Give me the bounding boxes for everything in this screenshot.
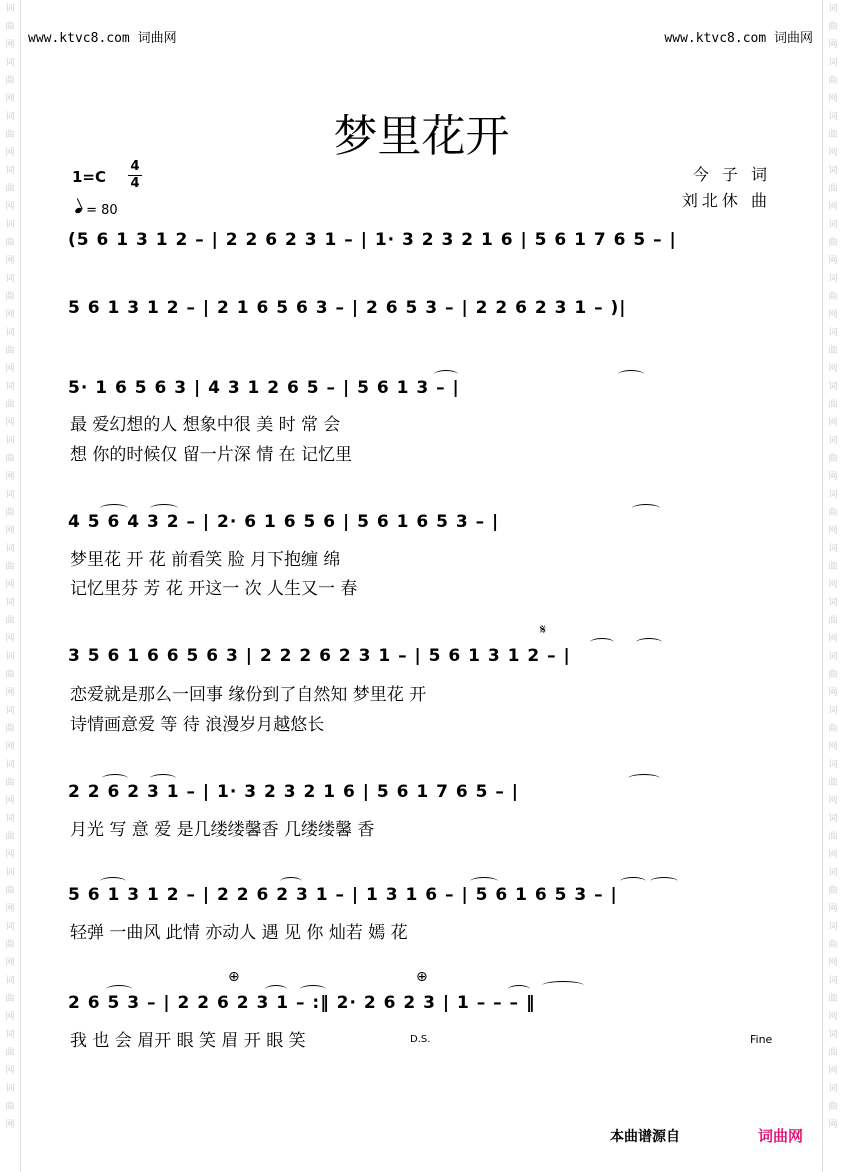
watermark-char: 词 <box>5 544 15 554</box>
watermark-char: 网 <box>828 256 838 266</box>
watermark-char: 网 <box>828 850 838 860</box>
watermark-char: 网 <box>828 634 838 644</box>
slur <box>265 985 287 994</box>
watermark-char: 曲 <box>828 130 838 140</box>
watermark-char: 曲 <box>5 994 15 1004</box>
lyric-row-5a: 恋爱就是那么一回事 缘份到了自然知 梦里花 开 <box>70 685 427 705</box>
watermark-char: 网 <box>5 94 15 104</box>
watermark-char: 曲 <box>5 238 15 248</box>
slur <box>542 981 584 990</box>
watermark-char: 词 <box>828 328 838 338</box>
watermark-char: 曲 <box>5 832 15 842</box>
header-link-left[interactable]: www.ktvc8.com 词曲网 <box>28 31 177 46</box>
composer-credit: 刘北休 曲 <box>681 191 771 210</box>
music-row-4: 4 5 6 4 3 2 – | 2· 6 1 6 5 6 | 5 6 1 6 5 3 – | <box>68 512 500 532</box>
fine-marker: Fine <box>750 1033 773 1046</box>
lyric-row-4a: 梦里花 开 花 前看笑 脸 月下抱缠 绵 <box>70 550 341 570</box>
watermark-char: 曲 <box>5 616 15 626</box>
watermark-char: 词 <box>828 112 838 122</box>
lyricist-credit: 今 子 词 <box>692 165 771 184</box>
watermark-char: 网 <box>828 580 838 590</box>
slur <box>106 985 132 994</box>
watermark-char: 词 <box>5 760 15 770</box>
watermark-char: 词 <box>828 382 838 392</box>
watermark-char: 曲 <box>5 292 15 302</box>
watermark-char: 曲 <box>828 238 838 248</box>
watermark-char: 曲 <box>5 508 15 518</box>
watermark-char: 曲 <box>828 346 838 356</box>
watermark-char: 网 <box>5 742 15 752</box>
watermark-char: 曲 <box>5 400 15 410</box>
watermark-char: 曲 <box>5 454 15 464</box>
slur <box>628 774 660 783</box>
watermark-char: 曲 <box>828 994 838 1004</box>
watermark-char: 词 <box>828 598 838 608</box>
watermark-char: 曲 <box>828 616 838 626</box>
watermark-char: 曲 <box>828 76 838 86</box>
watermark-char: 曲 <box>828 1102 838 1112</box>
brand-logo[interactable]: 词曲网 <box>758 1127 804 1145</box>
watermark-char: 曲 <box>5 940 15 950</box>
watermark-char: 词 <box>828 436 838 446</box>
slur <box>434 370 458 379</box>
watermark-char: 曲 <box>828 454 838 464</box>
music-row-5: 3 5 6 1 6 6 5 6 3 | 2 2 2 6 2 3 1 – | 5 6 1 3 1 2 – | <box>68 646 571 666</box>
lyric-row-7a: 轻弹 一曲风 此情 亦动人 遇 见 你 灿若 嫣 花 <box>70 923 408 943</box>
watermark-char: 曲 <box>828 22 838 32</box>
watermark-char: 曲 <box>5 184 15 194</box>
slur <box>508 985 530 994</box>
watermark-char: 网 <box>5 256 15 266</box>
quarter-note-icon <box>74 207 82 214</box>
watermark-char: 词 <box>5 1084 15 1094</box>
watermark-char: 词 <box>828 652 838 662</box>
coda-icon: ⊕ <box>228 969 240 985</box>
slur <box>636 638 662 647</box>
music-row-6: 2 2 6 2 3 1 – | 1· 3 2 3 2 1 6 | 5 6 1 7 6 5 – | <box>68 782 519 802</box>
time-bottom: 4 <box>130 176 140 191</box>
watermark-char: 词 <box>828 490 838 500</box>
watermark-char: 网 <box>5 472 15 482</box>
watermark-char: 网 <box>5 634 15 644</box>
watermark-char: 网 <box>5 796 15 806</box>
watermark-char: 网 <box>828 40 838 50</box>
slur <box>100 504 128 513</box>
slur <box>632 504 660 513</box>
song-title: 梦里花开 <box>333 111 510 162</box>
watermark-char: 曲 <box>5 724 15 734</box>
watermark-char: 网 <box>5 526 15 536</box>
watermark-char: 曲 <box>5 76 15 86</box>
watermark-char: 词 <box>5 1030 15 1040</box>
watermark-char: 词 <box>828 706 838 716</box>
watermark-char: 词 <box>828 868 838 878</box>
watermark-char: 词 <box>5 922 15 932</box>
watermark-char: 网 <box>828 472 838 482</box>
watermark-char: 词 <box>828 220 838 230</box>
segno-icon: 𝄋 <box>540 622 547 638</box>
watermark-char: 网 <box>828 1120 838 1130</box>
slur <box>150 504 178 513</box>
watermark-char: 词 <box>5 436 15 446</box>
watermark-char: 词 <box>828 4 838 14</box>
watermark-char: 网 <box>828 1012 838 1022</box>
lyric-row-3b: 想 你的时候仅 留一片深 情 在 记忆里 <box>70 445 353 465</box>
watermark-char: 曲 <box>828 886 838 896</box>
watermark-char: 网 <box>828 526 838 536</box>
slur <box>620 877 646 886</box>
lyric-row-8a: 我 也 会 眉开 眼 笑 眉 开 眼 笑 <box>70 1031 306 1051</box>
watermark-char: 网 <box>5 1066 15 1076</box>
watermark-char: 词 <box>828 922 838 932</box>
tempo-marking <box>75 203 118 218</box>
watermark-char: 曲 <box>5 562 15 572</box>
watermark-char: 网 <box>5 202 15 212</box>
watermark-char: 曲 <box>5 1048 15 1058</box>
watermark-char: 词 <box>5 112 15 122</box>
watermark-char: 词 <box>5 382 15 392</box>
watermark-char: 词 <box>828 976 838 986</box>
slur <box>100 877 126 886</box>
tempo-value: = 80 <box>86 203 118 218</box>
watermark-char: 网 <box>828 688 838 698</box>
watermark-char: 网 <box>5 364 15 374</box>
watermark-char: 网 <box>828 1066 838 1076</box>
right-watermark-strip <box>822 0 843 1172</box>
watermark-char: 网 <box>5 148 15 158</box>
watermark-char: 词 <box>5 4 15 14</box>
watermark-char: 词 <box>5 598 15 608</box>
watermark-char: 曲 <box>828 670 838 680</box>
watermark-char: 曲 <box>828 778 838 788</box>
watermark-char: 曲 <box>828 562 838 572</box>
watermark-char: 曲 <box>5 1102 15 1112</box>
watermark-char: 曲 <box>828 1048 838 1058</box>
coda-icon-2: ⊕ <box>416 969 428 985</box>
watermark-char: 网 <box>828 958 838 968</box>
watermark-char: 曲 <box>828 832 838 842</box>
slur <box>150 774 176 783</box>
watermark-char: 网 <box>828 94 838 104</box>
watermark-char: 网 <box>828 418 838 428</box>
slur <box>650 877 678 886</box>
watermark-char: 词 <box>5 706 15 716</box>
watermark-char: 网 <box>828 310 838 320</box>
watermark-char: 网 <box>5 688 15 698</box>
watermark-char: 词 <box>5 490 15 500</box>
music-row-7: 5 6 1 3 1 2 – | 2 2 6 2 3 1 – | 1 3 1 6 – | 5 6 1 6 5 3 – | <box>68 885 618 905</box>
watermark-char: 网 <box>828 148 838 158</box>
slur <box>470 877 498 886</box>
watermark-char: 网 <box>5 958 15 968</box>
lyric-row-3a: 最 爱幻想的人 想象中很 美 时 常 会 <box>70 415 341 435</box>
watermark-char: 曲 <box>828 724 838 734</box>
watermark-char: 词 <box>5 220 15 230</box>
watermark-char: 网 <box>5 418 15 428</box>
watermark-char: 词 <box>5 166 15 176</box>
watermark-char: 词 <box>5 58 15 68</box>
slur <box>590 638 614 647</box>
slur <box>280 877 302 886</box>
watermark-char: 词 <box>5 814 15 824</box>
source-label: 本曲谱源自 <box>610 1129 680 1145</box>
music-row-3: 5· 1 6 5 6 3 | 4 3 1 2 6 5 – | 5 6 1 3 – | <box>68 378 460 398</box>
watermark-char: 网 <box>828 202 838 212</box>
watermark-char: 网 <box>5 310 15 320</box>
watermark-char: 词 <box>5 868 15 878</box>
watermark-char: 词 <box>5 274 15 284</box>
watermark-char: 词 <box>5 976 15 986</box>
watermark-char: 网 <box>828 904 838 914</box>
watermark-char: 曲 <box>828 400 838 410</box>
watermark-char: 网 <box>5 850 15 860</box>
key-signature: 1=C <box>72 168 107 186</box>
left-watermark-strip <box>0 0 21 1172</box>
watermark-char: 词 <box>828 58 838 68</box>
watermark-char: 网 <box>5 580 15 590</box>
slur <box>102 774 128 783</box>
watermark-char: 曲 <box>5 130 15 140</box>
lyric-row-4b: 记忆里芬 芳 花 开这一 次 人生又一 春 <box>70 579 358 599</box>
watermark-char: 网 <box>5 1120 15 1130</box>
watermark-char: 曲 <box>5 22 15 32</box>
watermark-char: 词 <box>5 328 15 338</box>
watermark-char: 曲 <box>828 292 838 302</box>
watermark-char: 曲 <box>828 184 838 194</box>
music-row-2: 5 6 1 3 1 2 – | 2 1 6 5 6 3 – | 2 6 5 3 – | 2 2 6 2 3 1 – )| <box>68 298 627 318</box>
watermark-char: 曲 <box>5 346 15 356</box>
slur <box>300 985 326 994</box>
watermark-char: 曲 <box>828 940 838 950</box>
ds-marker: D.S. <box>410 1034 431 1045</box>
watermark-char: 网 <box>5 904 15 914</box>
watermark-char: 词 <box>828 814 838 824</box>
header-link-right[interactable]: www.ktvc8.com 词曲网 <box>664 31 813 46</box>
lyric-row-6a: 月光 写 意 爱 是几缕缕馨香 几缕缕馨 香 <box>70 820 375 840</box>
watermark-char: 曲 <box>5 778 15 788</box>
watermark-char: 网 <box>828 364 838 374</box>
music-row-8: 2 6 5 3 – | 2 2 6 2 3 1 – :‖ 2· 2 6 2 3 | 1 – – – ‖ <box>68 993 536 1013</box>
watermark-char: 网 <box>5 1012 15 1022</box>
watermark-char: 词 <box>828 274 838 284</box>
time-signature <box>128 160 142 191</box>
watermark-char: 词 <box>828 166 838 176</box>
watermark-char: 词 <box>828 544 838 554</box>
watermark-char: 词 <box>5 652 15 662</box>
lyric-row-5b: 诗情画意爱 等 待 浪漫岁月越悠长 <box>70 715 325 735</box>
watermark-char: 词 <box>828 760 838 770</box>
watermark-char: 曲 <box>5 670 15 680</box>
slur <box>618 370 644 379</box>
watermark-char: 词 <box>828 1084 838 1094</box>
watermark-char: 网 <box>5 40 15 50</box>
watermark-char: 曲 <box>828 508 838 518</box>
watermark-char: 网 <box>828 796 838 806</box>
watermark-char: 网 <box>828 742 838 752</box>
time-top: 4 <box>130 159 140 174</box>
music-row-1: (5 6 1 3 1 2 – | 2 2 6 2 3 1 – | 1· 3 2 3 2 1 6 | 5 6 1 7 6 5 – | <box>68 230 677 250</box>
watermark-char: 词 <box>828 1030 838 1040</box>
watermark-char: 曲 <box>5 886 15 896</box>
